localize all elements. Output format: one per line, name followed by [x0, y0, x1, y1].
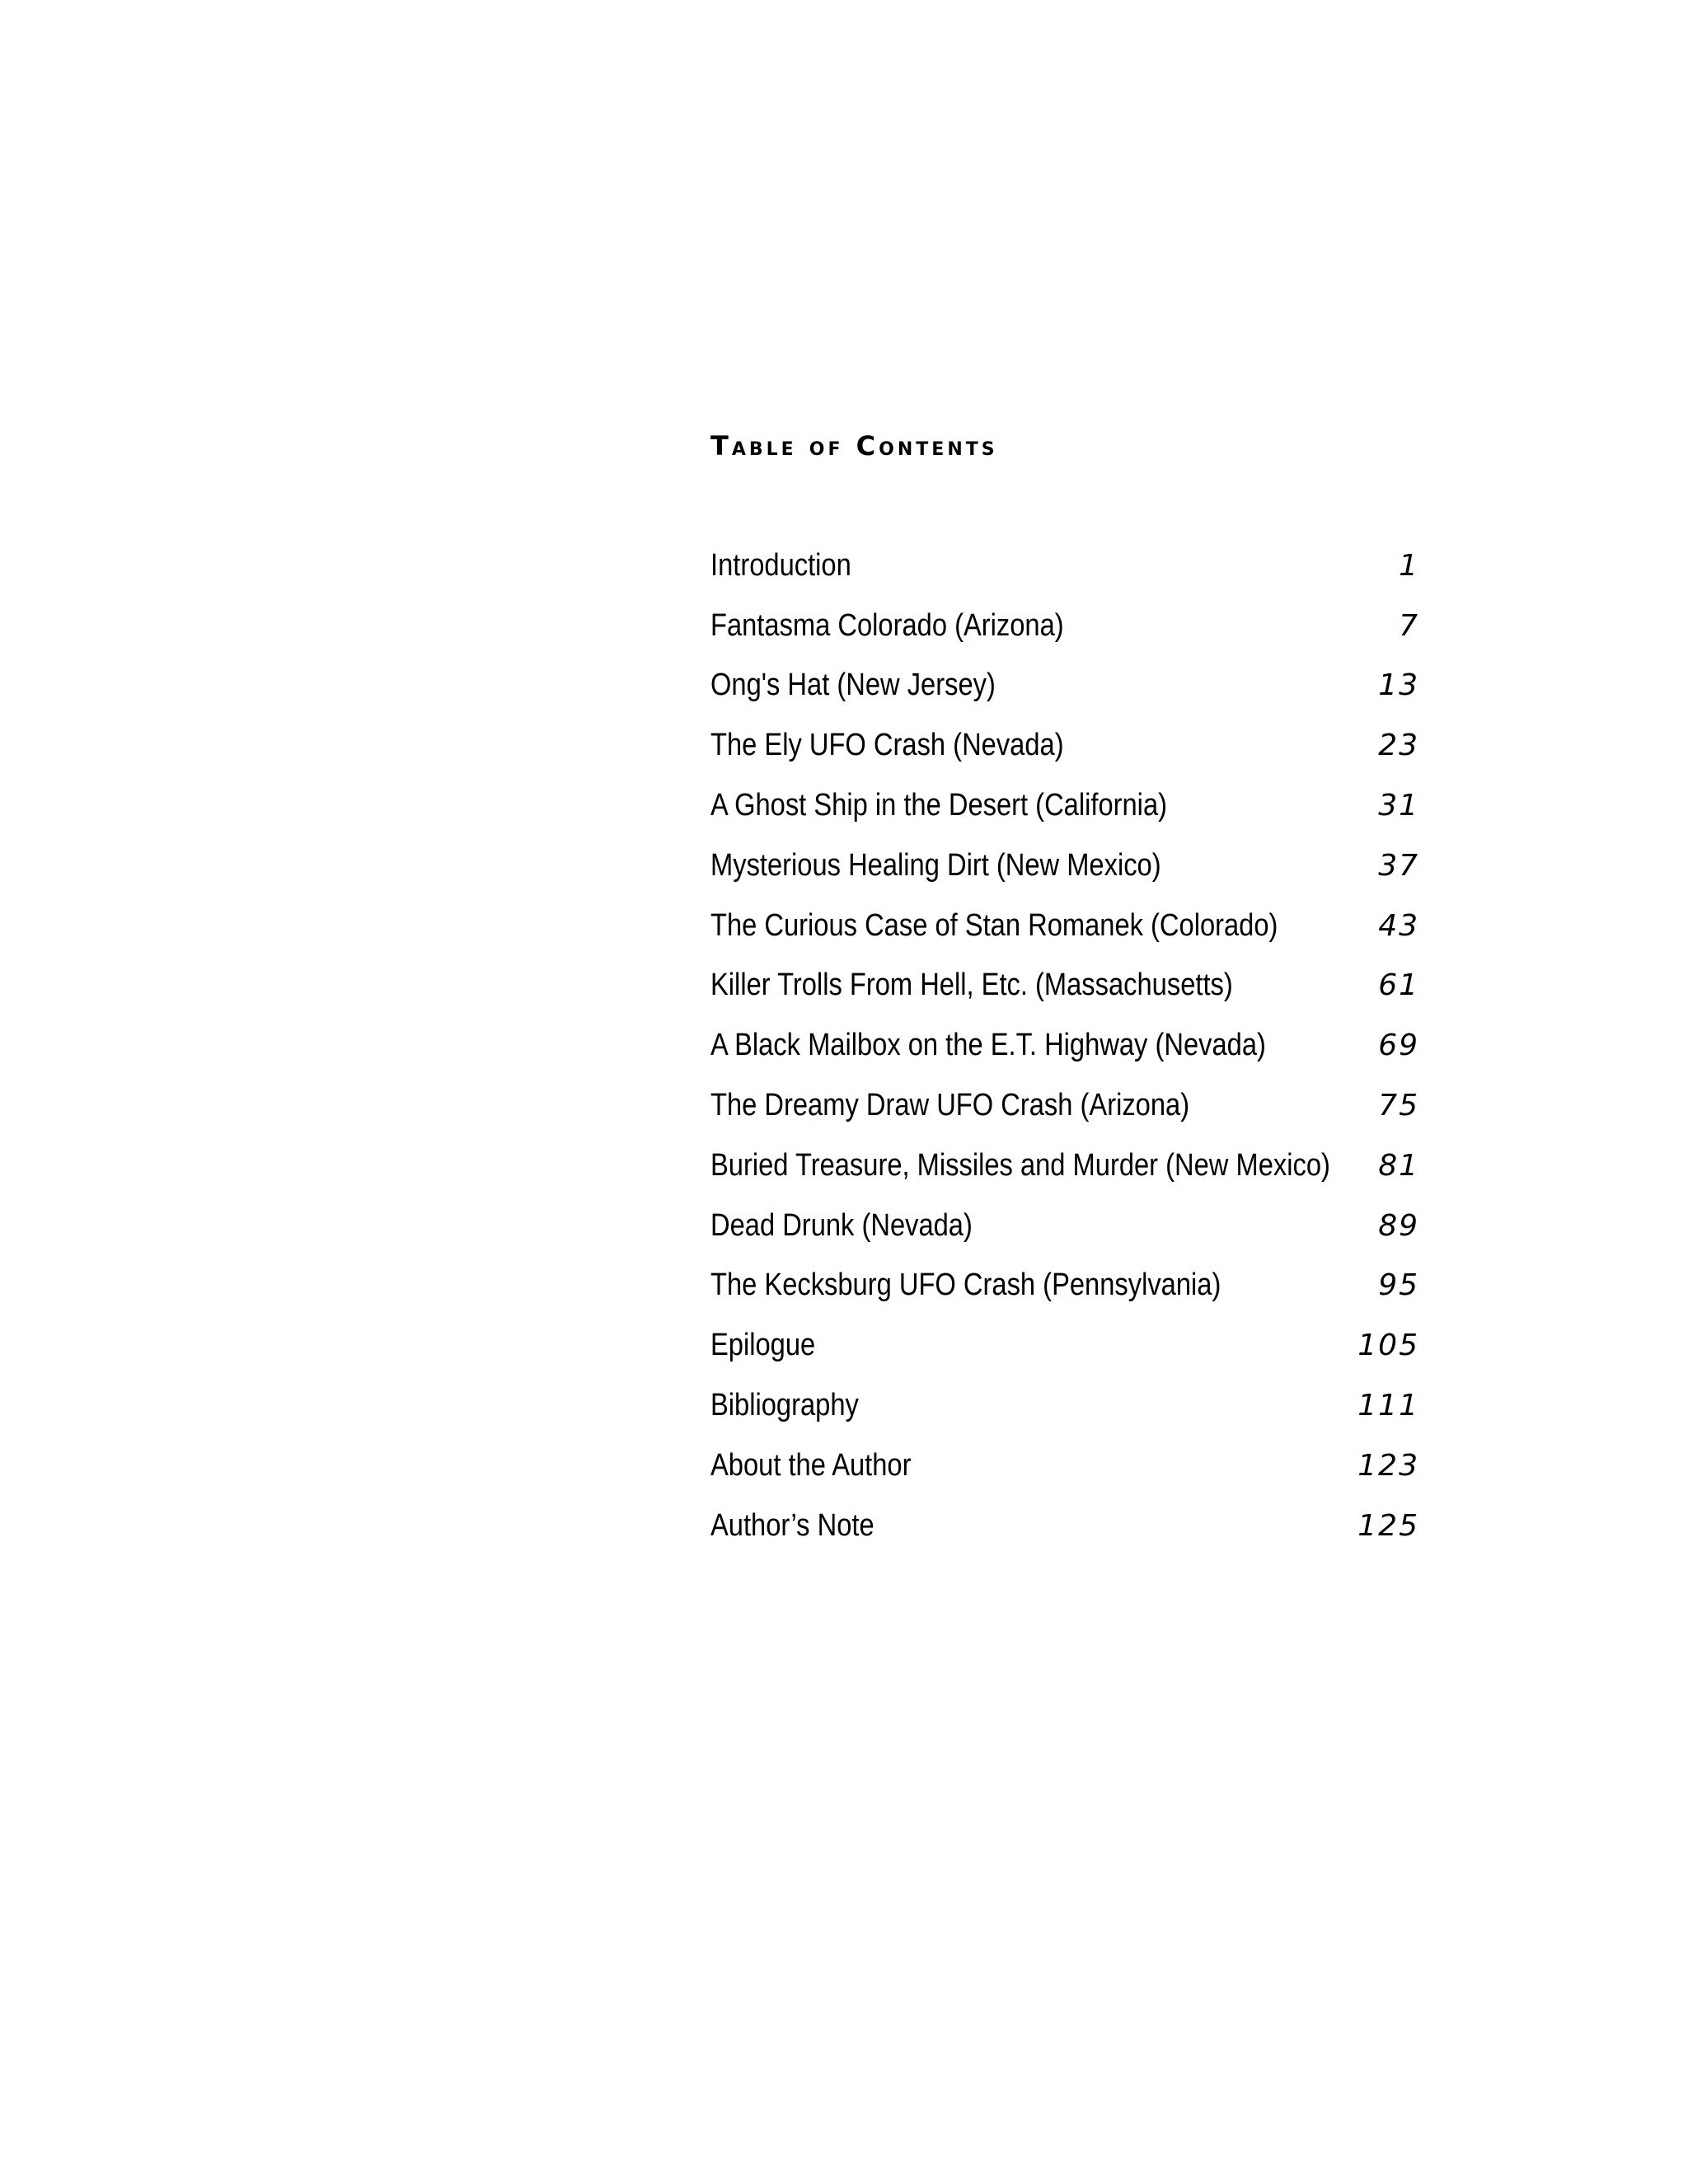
toc-entry-title: About the Author: [710, 1447, 912, 1483]
toc-entry-page: 37: [1378, 848, 1419, 883]
toc-entry-page: 7: [1399, 608, 1419, 643]
toc-entry-page: 89: [1378, 1208, 1419, 1243]
toc-entry-title: The Kecksburg UFO Crash (Pennsylvania): [710, 1268, 1221, 1303]
toc-entry: [710, 956, 1419, 1016]
toc-entry: [710, 536, 1419, 596]
toc-entry: [710, 836, 1419, 896]
toc-entry: [710, 1376, 1419, 1436]
toc-entry-title: A Black Mailbox on the E.T. Highway (Nevada): [710, 1028, 1266, 1063]
toc-entry-page: 123: [1357, 1448, 1419, 1483]
toc-entry: [710, 1196, 1419, 1256]
toc-entry: [710, 1496, 1419, 1556]
toc-entry-page: 13: [1378, 668, 1419, 703]
toc-entry-title: Fantasma Colorado (Arizona): [710, 607, 1064, 643]
toc-entry: [710, 896, 1419, 956]
toc-entry: [710, 596, 1419, 656]
toc-entry: [710, 1015, 1419, 1076]
toc-entry-page: 43: [1378, 908, 1419, 943]
toc-heading: Table of Contents: [710, 430, 998, 462]
toc-entry-title: Mysterious Healing Dirt (New Mexico): [710, 847, 1161, 883]
toc-entry-title: Introduction: [710, 547, 851, 583]
toc-entry-title: Buried Treasure, Missiles and Murder (New Mexico): [710, 1147, 1330, 1183]
toc-entry-title: Author’s Note: [710, 1507, 874, 1543]
toc-entry-title: The Ely UFO Crash (Nevada): [710, 728, 1064, 763]
toc-entry-title: A Ghost Ship in the Desert (California): [710, 788, 1168, 823]
toc-entry: [710, 1136, 1419, 1196]
toc-entry: [710, 656, 1419, 716]
toc-entry: [710, 1076, 1419, 1136]
toc-entry-title: Ong's Hat (New Jersey): [710, 668, 996, 703]
toc-entry-title: Dead Drunk (Nevada): [710, 1207, 973, 1243]
toc-entry-title: Killer Trolls From Hell, Etc. (Massachusetts): [710, 968, 1233, 1003]
toc-entry-page: 69: [1378, 1029, 1419, 1063]
toc-entry: [710, 776, 1419, 836]
toc-entry-page: 111: [1357, 1389, 1419, 1423]
toc-entry-page: 125: [1357, 1508, 1419, 1543]
toc-entry-title: The Curious Case of Stan Romanek (Colorado): [710, 907, 1278, 943]
toc-entry-title: Epilogue: [710, 1328, 816, 1363]
toc-entry: [710, 1436, 1419, 1496]
toc-entry-page: 31: [1378, 789, 1419, 823]
toc-entry-page: 95: [1378, 1268, 1419, 1303]
toc-entry-page: 1: [1399, 548, 1419, 583]
toc-entry: [710, 1256, 1419, 1316]
toc-entry-page: 61: [1378, 968, 1419, 1003]
toc-entry: [710, 1315, 1419, 1376]
toc-entry-page: 23: [1378, 729, 1419, 763]
toc-entry-page: 81: [1378, 1148, 1419, 1183]
toc-list: [710, 536, 1419, 1556]
toc-entry-title: Bibliography: [710, 1388, 859, 1423]
toc-entry-title: The Dreamy Draw UFO Crash (Arizona): [710, 1088, 1190, 1123]
toc-entry-page: 75: [1378, 1089, 1419, 1123]
toc-entry: [710, 715, 1419, 776]
toc-entry-page: 105: [1357, 1329, 1419, 1363]
